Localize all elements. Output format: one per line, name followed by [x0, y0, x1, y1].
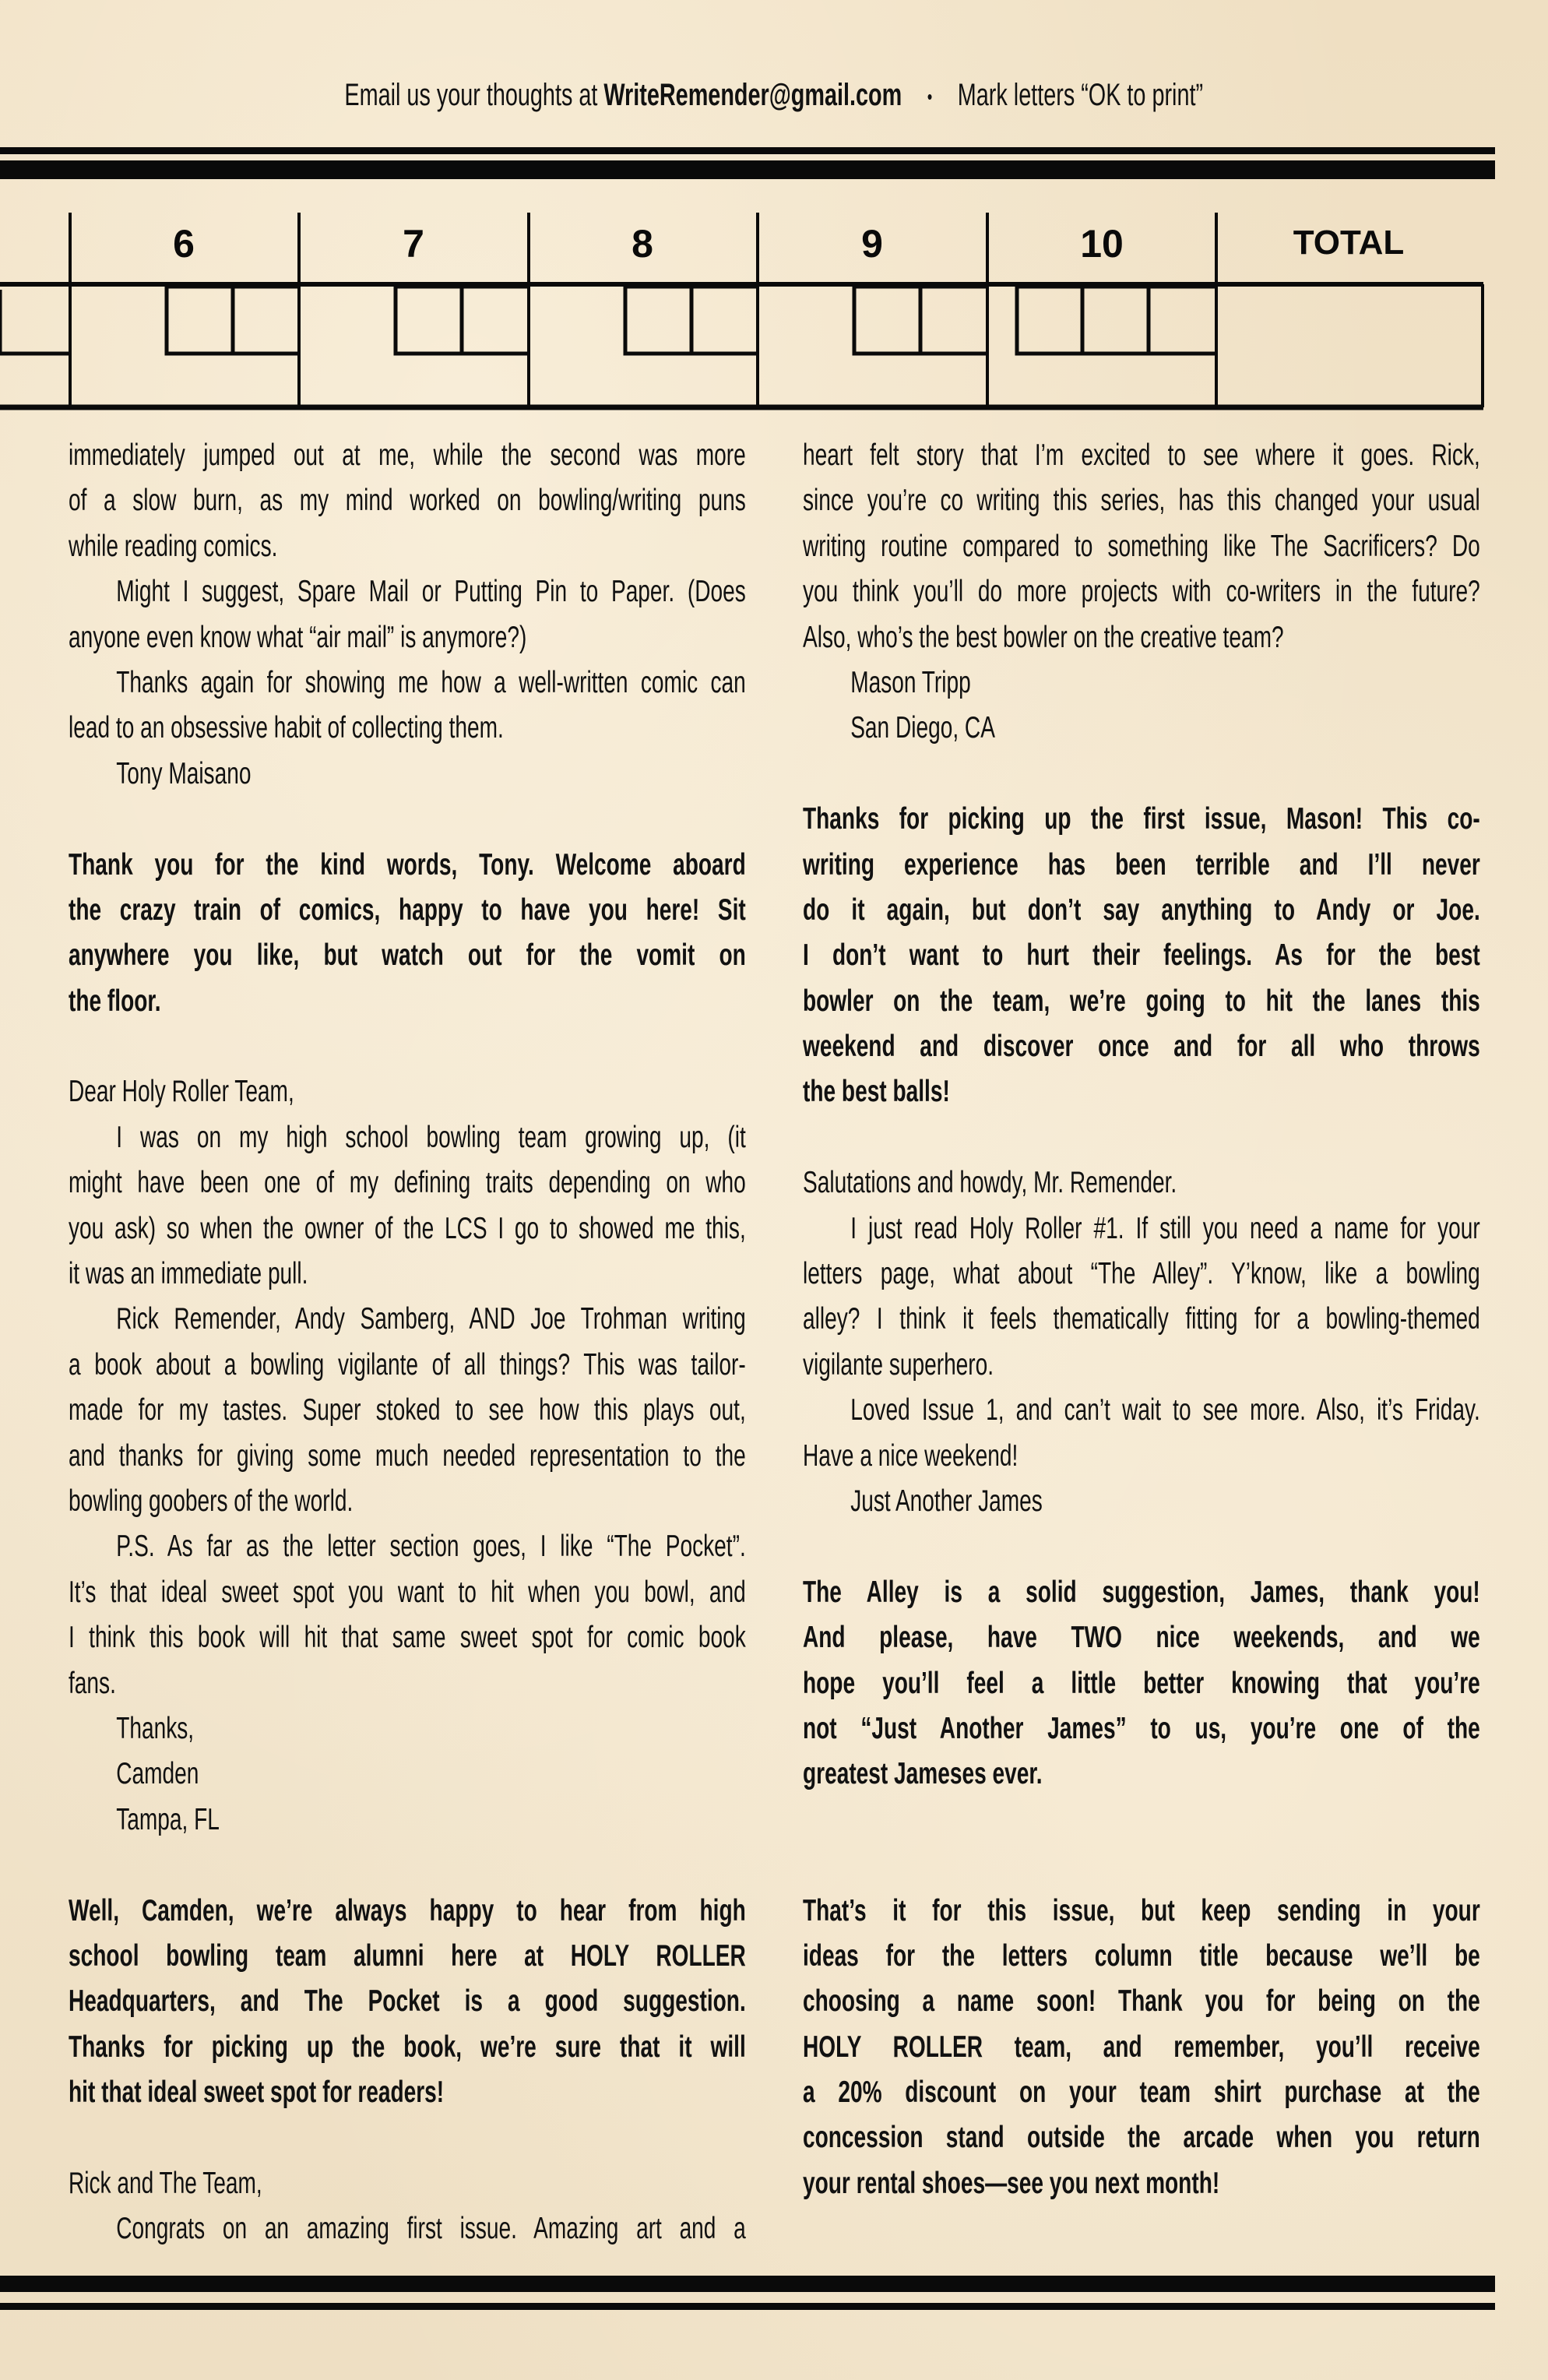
text-line: Camden	[116, 1757, 199, 1791]
text-line: bowler on the team, we’re going to hit the lanes this	[803, 984, 1480, 1018]
paragraph	[803, 797, 1480, 1115]
text-line: Thanks for picking up the first issue, Mason! This co-	[803, 802, 1480, 836]
editor-reply	[803, 1889, 1480, 2207]
text-line: Well, Camden, we’re always happy to hear from high	[69, 1893, 746, 1928]
text-line: a book about a bowling vigilante of all things? This was tailor-	[69, 1347, 746, 1382]
text-line: concession stand outside the arcade when you return	[803, 2121, 1480, 2155]
text-line: and thanks for giving some much needed representation to the	[69, 1438, 746, 1473]
text-line: the best balls!	[803, 1075, 950, 1109]
bottom-rule-thick	[0, 2276, 1495, 2292]
text-line: Headquarters, and The Pocket is a good suggestion.	[69, 1984, 746, 2019]
header-prefix: Email us your thoughts at	[344, 78, 598, 112]
text-line: Thanks again for showing me how a well-written comic can	[116, 665, 746, 699]
text-line: That’s it for this issue, but keep sending in your	[803, 1893, 1480, 1928]
letters-header	[0, 78, 1548, 113]
text-line: vigilante superhero.	[803, 1347, 994, 1382]
text-line: immediately jumped out at me, while the second was more	[69, 438, 746, 472]
text-line: lead to an obsessive habit of collecting them.	[69, 711, 504, 745]
text-line: I was on my high school bowling team growing up, (it	[116, 1120, 746, 1154]
reader-letter	[803, 1160, 1480, 1524]
paragraph	[69, 1797, 746, 1843]
text-line: bowling goobers of the world.	[69, 1484, 354, 1518]
text-line: Also, who’s the best bowler on the creative team?	[803, 620, 1284, 654]
text-line: Thanks,	[116, 1711, 195, 1745]
paragraph	[803, 433, 1480, 660]
paragraph	[69, 660, 746, 752]
top-rule-thick	[0, 160, 1495, 179]
text-line: The Alley is a solid suggestion, James, thank you!	[803, 1575, 1480, 1609]
text-line: Thank you for the kind words, Tony. Welcome aboard	[69, 847, 746, 882]
paragraph	[69, 1115, 746, 1297]
bowling-scoreboard	[0, 210, 1548, 413]
block-spacer	[803, 1115, 1480, 1160]
text-line: greatest Jameses ever.	[803, 1757, 1043, 1791]
text-line: the crazy train of comics, happy to have you here! Sit	[69, 892, 746, 927]
text-line: might have been one of my defining traits depending on who	[69, 1166, 746, 1200]
paragraph	[69, 1297, 746, 1524]
right-column	[803, 433, 1480, 2206]
text-line: not “Just Another James” to us, you’re one of the	[803, 1711, 1480, 1745]
paragraph	[69, 1069, 746, 1114]
text-line: hope you’ll feel a little better knowing that you’re	[803, 1666, 1480, 1700]
paragraph	[803, 1206, 1480, 1389]
editor-reply	[803, 1570, 1480, 1797]
paragraph	[803, 1479, 1480, 1524]
separator-bullet: •	[927, 84, 933, 108]
frame-9-label: 9	[861, 222, 883, 266]
text-line: HOLY ROLLER team, and remember, you’ll receive	[803, 2030, 1480, 2064]
bottom-rule-thin	[0, 2303, 1495, 2310]
paragraph	[69, 752, 746, 797]
header-note: Mark letters “OK to print”	[958, 78, 1204, 112]
text-line: Dear Holy Roller Team,	[69, 1075, 294, 1109]
block-spacer	[803, 1843, 1480, 1888]
text-line: anywhere you like, but watch out for the vomit on	[69, 938, 746, 973]
top-rule-thin	[0, 147, 1495, 154]
text-line: writing routine compared to something like The Sacrificers? Do	[803, 529, 1480, 563]
text-line: school bowling team alumni here at HOLY ROLLER	[69, 1938, 746, 1973]
text-line: ideas for the letters column title because we’ll be	[803, 1938, 1480, 1973]
paragraph	[69, 1706, 746, 1752]
text-line: Thanks for picking up the book, we’re sure that it will	[69, 2030, 746, 2064]
block-spacer	[803, 1524, 1480, 1569]
text-line: letters page, what about “The Alley”. Y’know, like a bowling	[803, 1257, 1480, 1291]
frame-7-label: 7	[403, 222, 424, 266]
text-line: your rental shoes—see you next month!	[803, 2166, 1220, 2200]
text-line: you ask) so when the owner of the LCS I go to showed me this,	[69, 1211, 746, 1245]
paragraph	[69, 569, 746, 660]
text-line: alley? I think it feels thematically fitting for a bowling-themed	[803, 1302, 1480, 1336]
paragraph	[69, 1524, 746, 1706]
text-line: hit that ideal sweet spot for readers!	[69, 2075, 445, 2110]
text-line: fans.	[69, 1666, 116, 1700]
reader-letter	[69, 1069, 746, 1843]
block-spacer	[69, 797, 746, 842]
text-line: Have a nice weekend!	[803, 1438, 1019, 1473]
text-line: Congrats on an amazing first issue. Amazing art and a	[116, 2212, 746, 2246]
paragraph	[803, 706, 1480, 751]
reader-letter	[69, 2161, 746, 2252]
text-line: heart felt story that I’m excited to see where it goes. Rick,	[803, 438, 1480, 472]
text-line: choosing a name soon! Thank you for being on the	[803, 1984, 1480, 2019]
total-label: TOTAL	[1293, 224, 1405, 262]
text-line: San Diego, CA	[850, 711, 995, 745]
text-line: I just read Holy Roller #1. If still you need a name for your	[850, 1211, 1480, 1245]
text-line: P.S. As far as the letter section goes, I like “The Pocket”.	[116, 1530, 746, 1564]
reader-letter	[803, 433, 1480, 752]
paragraph	[69, 433, 746, 569]
text-line: made for my tastes. Super stoked to see how this plays out,	[69, 1393, 746, 1428]
email-address[interactable]: WriteRemender@gmail.com	[603, 78, 902, 112]
editor-reply	[69, 843, 746, 1025]
paragraph	[69, 2161, 746, 2206]
block-spacer	[803, 1797, 1480, 1843]
text-line: it was an immediate pull.	[69, 1257, 308, 1291]
paragraph	[69, 1752, 746, 1797]
block-spacer	[69, 2115, 746, 2160]
text-line: Loved Issue 1, and can’t wait to see more. Also, it’s Friday.	[850, 1393, 1480, 1428]
paragraph	[803, 660, 1480, 706]
text-line: of a slow burn, as my mind worked on bowling/writing puns	[69, 484, 746, 518]
paragraph	[69, 843, 746, 1025]
frame-6-label: 6	[173, 222, 195, 266]
text-line: anyone even know what “air mail” is anymore?)	[69, 620, 527, 654]
text-line: the floor.	[69, 984, 161, 1018]
text-line: And please, have TWO nice weekends, and we	[803, 1621, 1480, 1655]
paragraph	[69, 2206, 746, 2251]
text-line: Rick Remender, Andy Samberg, AND Joe Trohman writing	[116, 1302, 746, 1336]
block-spacer	[69, 1843, 746, 1888]
paragraph	[69, 1889, 746, 2116]
block-spacer	[69, 1024, 746, 1069]
frame-10-label: 10	[1080, 222, 1124, 266]
text-line: Might I suggest, Spare Mail or Putting Pin to Paper. (Does	[116, 575, 746, 609]
text-line: do it again, but don’t say anything to Andy or Joe.	[803, 892, 1480, 927]
text-line: I don’t want to hurt their feelings. As for the best	[803, 938, 1480, 973]
text-line: since you’re co writing this series, has this changed your usual	[803, 484, 1480, 518]
paragraph	[803, 1889, 1480, 2207]
text-line: I think this book will hit that same sweet spot for comic book	[69, 1621, 746, 1655]
paragraph	[803, 1388, 1480, 1479]
text-line: you think you’ll do more projects with co-writers in the future?	[803, 575, 1480, 609]
text-line: Salutations and howdy, Mr. Remender.	[803, 1166, 1177, 1200]
frame-8-label: 8	[632, 222, 653, 266]
editor-reply	[69, 1889, 746, 2116]
text-line: Mason Tripp	[850, 665, 971, 699]
text-line: weekend and discover once and for all who throws	[803, 1030, 1480, 1064]
text-line: a 20% discount on your team shirt purchase at the	[803, 2075, 1480, 2110]
paragraph	[803, 1570, 1480, 1797]
text-line: Just Another James	[850, 1484, 1043, 1518]
text-line: Rick and The Team,	[69, 2166, 262, 2200]
text-line: It’s that ideal sweet spot you want to hit when you bowl, and	[69, 1575, 746, 1609]
text-line: Tony Maisano	[116, 756, 252, 790]
reader-letter	[69, 433, 746, 797]
left-column	[69, 433, 746, 2252]
text-line: Tampa, FL	[116, 1802, 220, 1836]
text-line: while reading comics.	[69, 529, 278, 563]
editor-reply	[803, 797, 1480, 1115]
paragraph	[803, 1160, 1480, 1206]
text-line: writing experience has been terrible and I’ll never	[803, 847, 1480, 882]
block-spacer	[803, 752, 1480, 797]
